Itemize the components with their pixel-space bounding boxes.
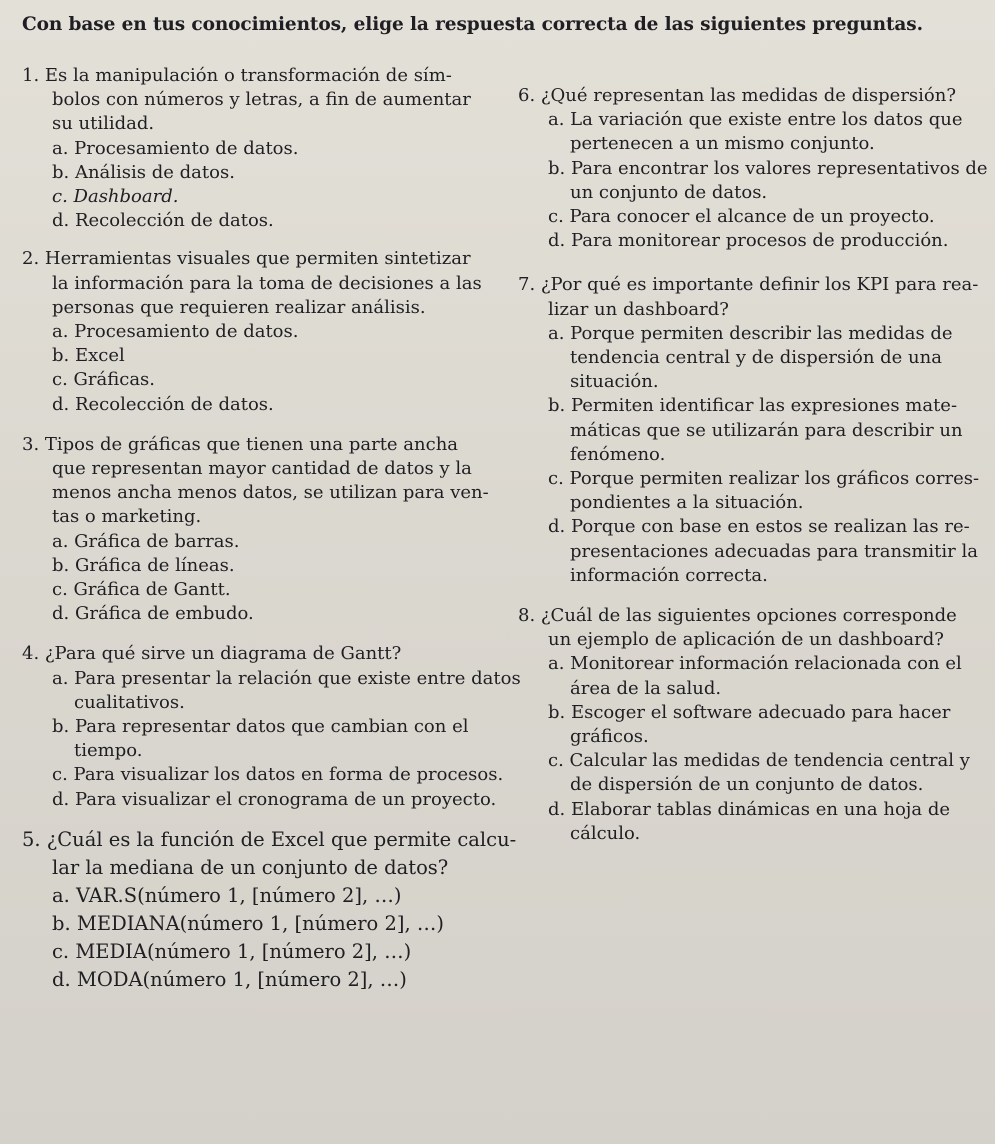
question-8-option-c[interactable]: c. Calcular las medidas de tendencia central y xyxy=(548,750,970,772)
question-1-line: 1. Es la manipulación o transformación de sím- xyxy=(22,65,452,86)
question-6-line: 6. ¿Qué representan las medidas de dispersión? xyxy=(518,85,956,106)
question-7-option-c-cont[interactable]: pondientes a la situación. xyxy=(570,492,804,514)
question-7-option-b-cont[interactable]: máticas que se utilizarán para describir un xyxy=(570,419,963,441)
question-5-option-c[interactable]: c. MEDIA(número 1, [número 2], …) xyxy=(52,939,412,963)
question-7-option-a-cont[interactable]: situación. xyxy=(570,371,659,393)
question-8-option-d-cont[interactable]: cálculo. xyxy=(570,822,641,844)
question-4-option-a[interactable]: a. Para presentar la relación que existe entre datos xyxy=(52,667,521,689)
question-4 xyxy=(22,642,521,811)
question-3-line: menos ancha menos datos, se utilizan para ven- xyxy=(52,482,489,504)
question-4-option-b-cont[interactable]: tiempo. xyxy=(74,740,143,762)
question-1-option-a[interactable]: a. Procesamiento de datos. xyxy=(52,137,299,159)
right-column xyxy=(518,84,988,846)
question-7-option-d-cont[interactable]: información correcta. xyxy=(570,564,768,586)
question-7-option-c[interactable]: c. Porque permiten realizar los gráficos corres- xyxy=(548,468,980,490)
question-5-line: 5. ¿Cuál es la función de Excel que permite calcu- xyxy=(22,827,517,851)
question-7-option-b-cont[interactable]: fenómeno. xyxy=(570,443,666,465)
question-6 xyxy=(518,84,988,253)
question-4-option-b[interactable]: b. Para representar datos que cambian con el xyxy=(52,716,469,738)
question-1-option-d[interactable]: d. Recolección de datos. xyxy=(52,210,274,232)
question-8-option-d[interactable]: d. Elaborar tablas dinámicas en una hoja de xyxy=(548,798,950,820)
question-3-option-b[interactable]: b. Gráfica de líneas. xyxy=(52,554,235,576)
question-3-line: que representan mayor cantidad de datos y la xyxy=(52,458,472,480)
question-8 xyxy=(518,604,978,846)
question-6-option-b[interactable]: b. Para encontrar los valores representativos de xyxy=(548,157,988,179)
question-3-line: tas o marketing. xyxy=(52,506,202,528)
question-7-option-d-cont[interactable]: presentaciones adecuadas para transmitir la xyxy=(570,540,978,562)
question-2 xyxy=(22,247,502,416)
question-7-option-d[interactable]: d. Porque con base en estos se realizan las re- xyxy=(548,516,970,538)
question-8-option-b[interactable]: b. Escoger el software adecuado para hacer xyxy=(548,701,951,723)
question-2-line: la información para la toma de decisiones a las xyxy=(52,272,482,294)
question-1-option-c[interactable]: c. Dashboard. xyxy=(52,186,179,208)
question-8-option-a-cont[interactable]: área de la salud. xyxy=(570,677,722,699)
question-2-line: 2. Herramientas visuales que permiten sintetizar xyxy=(22,248,471,270)
question-6-option-d[interactable]: d. Para monitorear procesos de producción. xyxy=(548,230,949,252)
question-1 xyxy=(22,64,502,233)
question-5-line: lar la mediana de un conjunto de datos? xyxy=(52,855,449,879)
question-8-line: 8. ¿Cuál de las siguientes opciones corresponde xyxy=(518,605,957,627)
question-2-option-b[interactable]: b. Excel xyxy=(52,345,125,367)
question-6-option-c[interactable]: c. Para conocer el alcance de un proyecto. xyxy=(548,206,935,228)
question-6-option-a[interactable]: a. La variación que existe entre los datos que xyxy=(548,109,963,131)
question-1-line: bolos con números y letras, a fin de aumentar xyxy=(52,89,471,111)
question-2-line: personas que requieren realizar análisis. xyxy=(52,296,426,318)
question-7-line: lizar un dashboard? xyxy=(548,298,729,320)
question-5-option-b[interactable]: b. MEDIANA(número 1, [número 2], …) xyxy=(52,911,444,935)
question-2-option-d[interactable]: d. Recolección de datos. xyxy=(52,393,274,415)
question-8-line: un ejemplo de aplicación de un dashboard? xyxy=(548,629,944,651)
question-1-option-b[interactable]: b. Análisis de datos. xyxy=(52,161,235,183)
question-4-line: 4. ¿Para qué sirve un diagrama de Gantt? xyxy=(22,643,402,665)
question-2-option-c[interactable]: c. Gráficas. xyxy=(52,369,156,391)
question-8-option-b-cont[interactable]: gráficos. xyxy=(570,726,649,748)
question-3-option-a[interactable]: a. Gráfica de barras. xyxy=(52,530,240,552)
question-5-option-a[interactable]: a. VAR.S(número 1, [número 2], …) xyxy=(52,883,402,907)
question-7 xyxy=(518,273,978,588)
question-7-option-b[interactable]: b. Permiten identificar las expresiones mate- xyxy=(548,395,958,417)
question-7-line: 7. ¿Por qué es importante definir los KPI para rea- xyxy=(518,274,979,296)
question-3-line: 3. Tipos de gráficas que tienen una parte ancha xyxy=(22,433,459,455)
question-6-option-a-cont[interactable]: pertenecen a un mismo conjunto. xyxy=(570,133,875,155)
instructions-heading: Con base en tus conocimientos, elige la respuesta correcta de las siguientes preguntas. xyxy=(22,14,923,35)
question-6-option-b-cont[interactable]: un conjunto de datos. xyxy=(570,181,768,203)
question-7-option-a-cont[interactable]: tendencia central y de dispersión de una xyxy=(570,347,942,369)
question-5 xyxy=(22,826,517,994)
question-4-option-c[interactable]: c. Para visualizar los datos en forma de procesos. xyxy=(52,764,504,786)
question-8-option-a[interactable]: a. Monitorear información relacionada con el xyxy=(548,653,962,675)
question-4-option-a-cont[interactable]: cualitativos. xyxy=(74,691,185,713)
question-8-option-c-cont[interactable]: de dispersión de un conjunto de datos. xyxy=(570,774,924,796)
question-7-option-a[interactable]: a. Porque permiten describir las medidas de xyxy=(548,322,953,344)
question-5-option-d[interactable]: d. MODA(número 1, [número 2], …) xyxy=(52,967,407,991)
question-3 xyxy=(22,433,502,627)
question-3-option-c[interactable]: c. Gráfica de Gantt. xyxy=(52,579,231,601)
left-column xyxy=(22,64,521,994)
question-3-option-d[interactable]: d. Gráfica de embudo. xyxy=(52,603,254,625)
question-1-line: su utilidad. xyxy=(52,113,155,135)
question-2-option-a[interactable]: a. Procesamiento de datos. xyxy=(52,321,299,343)
question-4-option-d[interactable]: d. Para visualizar el cronograma de un proyecto. xyxy=(52,788,497,810)
